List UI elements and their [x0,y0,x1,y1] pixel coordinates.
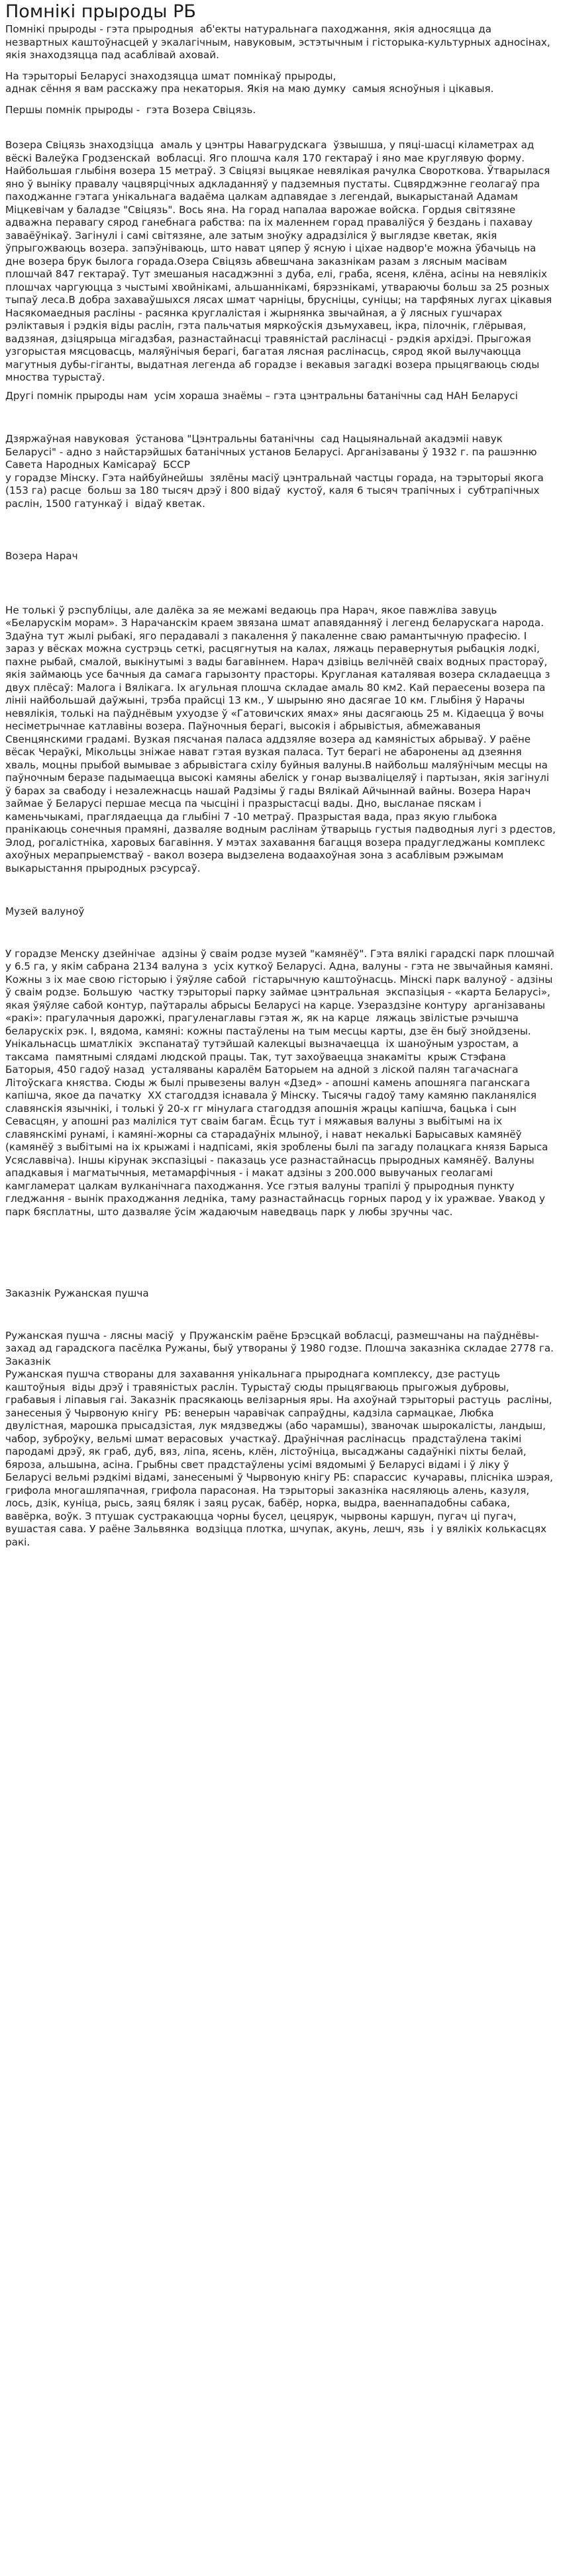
boulder-museum-paragraph: У горадзе Менску дзейнічае адзіны ў сваім родзе музей "камянёў". Гэта вялікі гарадскі парк плошчай у 6.5 га, у якім сабрана 2134 валуна з усіх куткоў Беларусі. Адна, валуны - гэта не звычайныя камяні. Кожны з іх мае свою гісторыю і ўяўляе сабой гістарычную каштоўнасць. Мінскі парк валуноў - адзіны ў сваім родзе. Большую частку тэрыторыі парку займае цэнтральная экспазіцыя - «карта Беларусі», якая ўяўляе сабой контур, паўтаралы абрысы Беларусі на карце. Узераздзіне контуру арганізаваны «ракі»: прагулачныя дарожкі, прагуленаглавы гэтая ж, як на карце ляжаць звілістые рэчышча беларускіх рэк. І, вядома, камяні: кожны пастаўлены на тым месцы карты, дзе ён быў знойдзены. Унікальнасць шматлікіх экспанатаў тутэйшай калекцыі вызначаецца іх шаноўным узростам, а таксама памятнымі слядамі людской працы. Так, тут захоўваецца знакаміты крыж Стэфана Баторыя, 450 гадоў назад усталяваны каралём Баторыем на адной з ліской палян тагачаснага Літоўскага княства. Сюды ж былі прывезены валун «Дзед» - апошні камень апошняга паганскага капішча, якое да пачатку XX стагоддзя існавала ў Мінску. Тысячы гадоў таму камяню пакланяліся славянскія язычнікі, і толькі ў 20-х гг мінулага стагоддзя апошнія жрацы капішча, бацька і сын Севасцян, у апошні раз маліліся тут сваім багам. Ёсць тут і мяжавыя валуны з выбітымі на іх славянскімі рунамі, і камяні-жорны са старадаўніх млыноў, і нават некалькі Барысавых камянёў (камянёў з выбітымі на іх крыжамі і надпісамі, якія зроблены былі па загаду полацкага князя Барыса Усяславвіча). Іншы кірунак экспазіцыі - паказаць усе разнастайнасць прыродных камянёў. Валуны ападкавыя і магматычныя, метамарфічныя - і макат адзіны з 200.000 вывучаных геолагамі камгламерат цалкам вулканічнага паходжання. Усе гэтыя валуны трапілі ў прыродныя пункту гледжання - вынік праходжання ледніка, таму разнастайнасць горных парод у іх уражвае. Увакод у парк бясплатны, што дазваляе ўсім жадаючым наведваць парк у любы зручны час. [5,947,561,1218]
section-heading-ruzhany-forest: Заказнік Ружанская пушча [5,1287,149,1299]
section-botanical-garden [5,433,556,510]
svitiaz-paragraph: Возера Свіцязь знаходзіцца амаль у цэнтры Навагрудскага ўзвышша, у пяці-шасці кіламетрах ад вёскі Валеўка Гродзенскай вобласці. Яго плошча каля 170 гектараў і яно мае круглявую форму. Найбольшая глыбіня возера 15 метраў. З Свіцязі выцякае невялікая рачулка Свороткова. Ўтварылася яно ў выніку правалу чацвярцічных адкладанняў у падземныя пустаты. Сцвярджэнне геолагаў пра паходжанне гэтага унікальнага вадаёма цалкам адпавядае з легендай, выкарыстанай Адамам Міцкевічам у баладзе "Свіцязь". Вось яна. На горад напалаа варожае войска. Гордыя свiтязяне адважна перавагу сярод ганебнага рабства: па іх маленнем горад правалiўся ў бездань і пахавау заваёўнікаў. Загінулі i самi свiтязяне, але затым зноўку адрадзілiся ў выглядзе кветак, якiя ўпрыгожваюць возера. запэўніваюць, што нават цяпер ў ясную і цiхае надвор'е можна ўбачыць на дне возера брук былога горада.Озера Свіцязь абвешчана заказнікам разам з лясным масівам плошчай 847 гектараў. Тут змешаныя насаджэнні з дуба, елі, граба, ясеня, клёна, асіны на невялікіх плошчах чаргуюцца з чыстымі хвойнікамі, альшаннікамі, бярэзнікамі, утвараючы больш за 25 розных тыпаў леса.В добра захаваўшыхся лясах шмат чарніцы, брусніцы, суніцы; на тарфяных лугах цікавыя Насякомаедныя расліны - расянка круглалістая і жырнянка звычайная, а ў лясных гушчарах рэліктавыя і рэдкія віды раслін, гэта пальчатыя мяркоўскія дзьмухавец, ікра, пілочнік, глёрывая, вадзяная, дзіцярыца мігадзбая, разнастайнасці травяністай раслінасці - рэдкія архідэі. Прыгожая узгорыстая мясцовасць, маляўнічыя берагі, багатая лясная раслінасць, сярод якой вылучаюцца магутныя дубы-гіганты, выдатная легенда аб горадзе і векавыя загадкі возера прыцягваюць сюды мноства турыстаў. [5,139,556,383]
intro-paragraph-3: Першы помнік прыроды - гэта Возера Свіцязь. [5,103,256,116]
intro-paragraph-2: На тэрыторыі Беларусі знаходзяцца шмат помнікаў прыроды, аднак сёння я вам расскажу пра некаторыя. Якія на маю думку самыя ясноўныя і цікавыя. [5,69,494,95]
narach-paragraph: Не толькі ў рэспубліцы, але далёка за яе межамі ведаюць пра Нарач, якое павжліва завуць «Беларускім морам». З Нарачанскім краем звязана шмат апавяданняў і легенд беларускага народа. Здаўна тут жылі рыбакі, яго перадавалі з пакалення ў пакаленне сваю рамантычную прафесію. І зараз у вёсках можна сустрэць сеткі, расцягнутыя на калах, ляжаць перавернутыя рыбацкія лодкі, пахне рыбай, смалой, выкінутымі з вады багавіннем. Нарач дзівіць велічнёй сваіх водных прастораў, якія займаюць усе бачныя да самага гарызонту прасторы. Кругланая каталявая возера складаецца з двух плёсаў: Малога і Вялікага. Іх агульная плошча складае амаль 80 км2. Кай пераесены возера па лініі найбольшай даўжыні, трэба прайсці 13 км., У шырыню яно дасягае 10 км. Глыбіня ў Нарачы невялікія, толькі на паўднёвым ухуодзе ў «Гатовичских ямах» яны дасягаюць 25 м. Кідаецца ў вочы несіметрычнае катлавіны возера. Паўночныя берагі, высокія і абрывістыя, абмежаваныя Свенцянскими градамі. Вузкая пясчаная паласа аддзяляе возера ад камяністых абрываў. У раёне вёсак Чераўкі, Мікольцы зніжае нават гэтая вузкая паласа. Тут берагі не абаронены ад дзеяння хваль, моцны прыбой вымывае з абрывістага схілу буйныя валуны.В найбольш маляўнічым месцы на паўночным беразе падымаецца высокі камяны абелiск у гонар вызвалiцеляў i партызан, якiя загiнулi ў барах за свабоду i незалежнасць нашай Радзімы ў гады Вялікай Айчыннай вайны. Возера Нарач займае ў Беларусі першае месца па чысціні і празрыстасці вады. Дно, высланае пяскам і каменьчыкамі, праглядаецца да глыбіні 7 -10 метраў. Празрыстая вада, праз якую глыбока пранікаюць сонечныя прамяні, дазваляе водным раслінам ўтварыць густыя падводныя лугі з рдестов, Элод, рогалістніка, харовых багавіння. У мэтах захавання багацця возера прадугледжаны комплекс ахоўных мерапрыемстваў - вакол возера выдзелена водаахоўная зона з асаблівым рэжымам выкарыстання прыродных рэсурсаў. [5,604,559,874]
ruzhany-forest-paragraph: Ружанская пушча - лясны масіў у Пружанскім раёне Брэсцкай вобласці, размешчаны на паўднёвы-захад ад гарадскога пасёлка Ружаны, быў утвораны ў 1980 годзе. Плошча заказніка складае 2778 га. Заказнік Ружанская пушча створаны для захавання унікальнага прыроднага комплексу, дзе растуць каштоўныя віды дрэў і травяністых раслін. Турыстаў сюды прыцягваюць прыгожыя дубровы, грабавыя і ліпавыя гаі. Заказнік прасякаюць велізарныя яры. На ахоўнай тэрыторыі растуць расліны, занесеныя ў Чырвоную кнігу РБ: венерын чаравічак сапраўдны, кадзіла сармацкае, Любка двулістная, марошка прысадзістая, лук мядзведжы (або чарамшы), званочак шырокалісты, ландыш, чабор, зуброўку, вельмі шмат верасовых участкаў. Драўнічная раслінасць прадстаўлена такімі пародамі дрэў, як граб, дуб, вяз, ліпа, ясень, клён, лістоўніца, высаджаны садаўнікі піхты белай, бяроза, альшына, асіна. Грыбны свет прадстаўлены усімі вядомымі ў Беларусі відамі і ў ліку ў Беларусі вельмі рэдкімі відамі, занесенымі ў Чырвоную кнігу РБ: спарассис кучаравы, плісніка шэрая, грифола многашляпачная, грифола парасоная. На тэрыторыі заказніка насяляюць алень, казуля, лось, дзік, куніца, рысь, заяц бяляк і заяц русак, бабёр, норка, выдра, ваеннападобны сабака, вавёрка, воўк. З птушак сустракаюцца чорны бусел, цецярук, чырвоны каршун, пугач ці пугач, вушастая сава. У раёне Зальвянка водзіцца плотка, шчупак, акунь, лешч, язь і у вялікіх колькасцях ракі. [5,1329,554,1548]
page-title: Помнікі прыроды РБ [5,1,196,22]
section-heading-narach: Возера Нарач [5,550,78,562]
botanical-garden-paragraph: Дзяржаўная навуковая ўстанова "Цэнтральны батанічны сад Нацыянальнай акадэміі навук Беларусі" - адно з найстарэйшых батанічных установ Беларусі. Арганізаваны ў 1932 г. па рашэнню Савета Народных Камісараў БССР у горадзе Мінску. Гэта найбуйнейшы зялёны масіў цэнтральнай частцы горада, на тэрыторыі якога (153 га) расце больш за 180 тысяч дрэў і 800 відаў кустоў, каля 6 тысяч трапічных і субтрапічных раслін, 1500 гатункаў і відаў кветак. [5,433,544,510]
section-ruzhany-forest [5,1287,556,1549]
section-svitiaz [5,139,556,402]
intro-paragraph-1: Помнікі прыроды - гэта прыродныя аб'екты натуральнага паходжання, якія адносяцца да незвартных каштоўнасцей у экалагічным, навуковым, эстэтычным і гісторыка-культурных адносінах, якія знаходзяцца пад асаблівай аховай. [5,23,554,61]
section-heading-boulder-museum: Музей валуноў [5,905,85,917]
section-narach [5,550,559,875]
section-boulder-museum [5,905,561,1219]
botanical-garden-intro: Другі помнік прыроды нам усім хораша знаёмы – гэта цэнтральны батанічны сад НАН Беларусі [5,389,518,402]
intro-section [5,23,556,116]
